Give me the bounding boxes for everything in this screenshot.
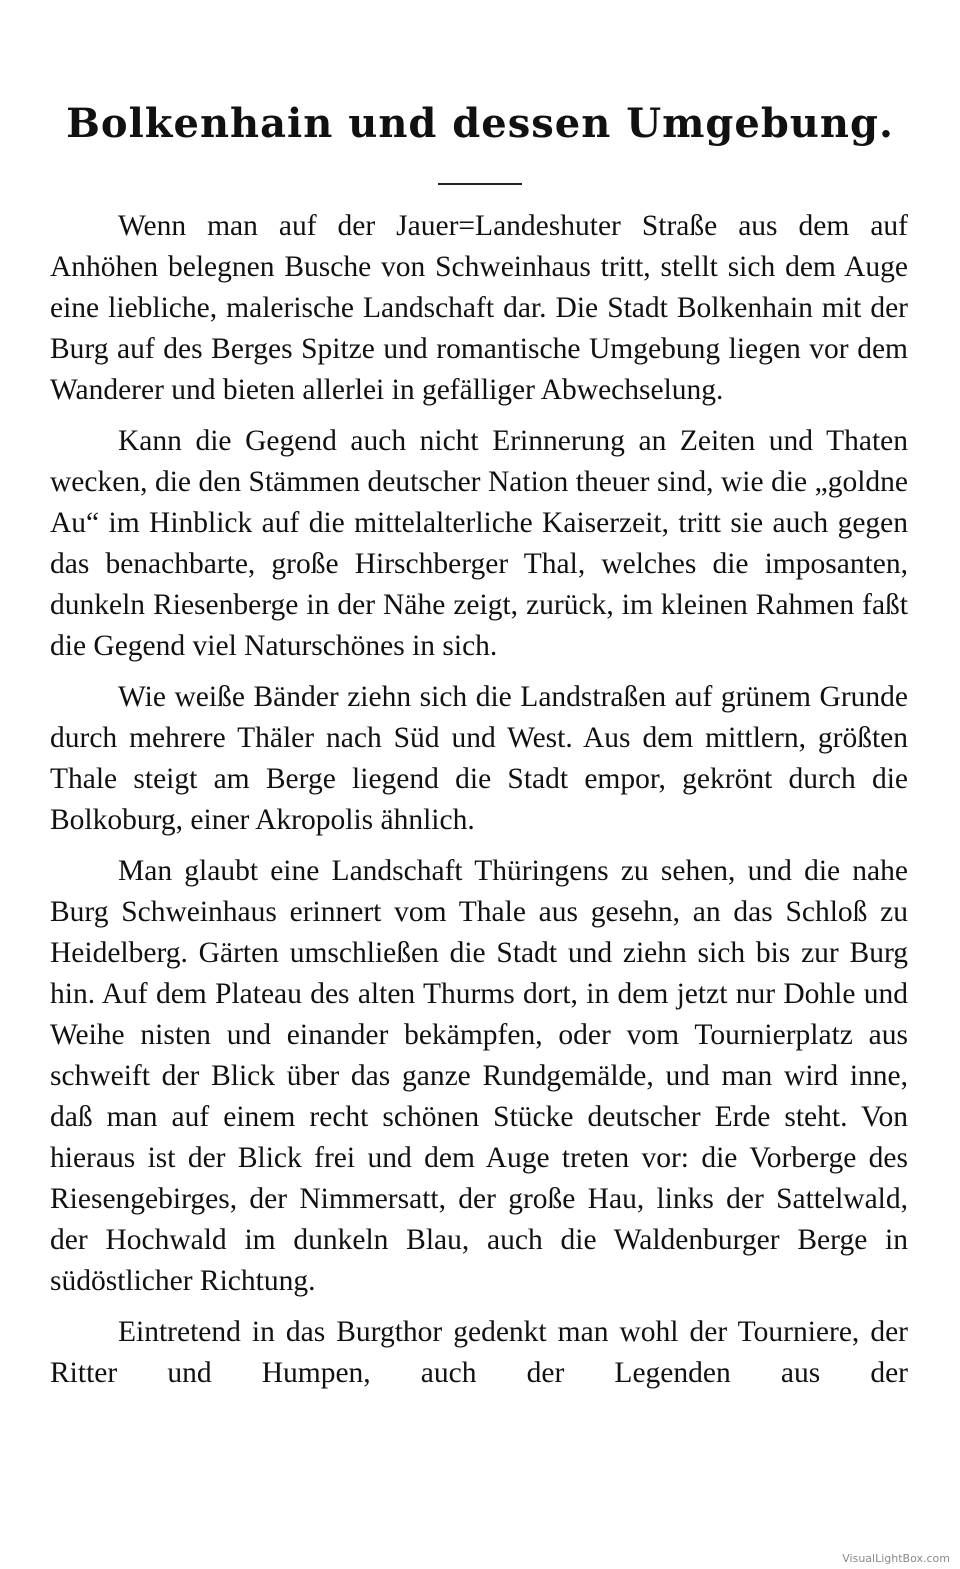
watermark-text: VisualLightBox.com [842,1552,950,1565]
title-divider [438,183,522,185]
paragraph-2: Kann die Gegend auch nicht Erinnerung an Zeiten und Thaten wecken, die den Stämmen deutscher Nation theuer sind, wie die „goldne Au“ im Hinblick auf die mittelalterliche Kaiserzeit, tritt sie auch gegen das benachbarte, große Hirschberger Thal, welches die imposanten, dunkeln Riesenberge in der Nähe zeigt, zurück, im kleinen Rahmen faßt die Gegend viel Naturschönes in sich. [50,425,908,662]
page-title: Bolkenhain und dessen Umgebung. [66,100,894,147]
paragraph-5: Eintretend in das Burgthor gedenkt man wohl der Tourniere, der Ritter und Humpen, auch der Legenden aus der [50,1316,908,1389]
paragraph-4: Man glaubt eine Landschaft Thüringens zu sehen, und die nahe Burg Schweinhaus erinnert vom Thale aus gesehn, an das Schloß zu Heidelberg. Gärten umschließen die Stadt und ziehn sich bis zur Burg hin. Auf dem Plateau des alten Thurms dort, in dem jetzt nur Dohle und Weihe nisten und einander bekämpfen, oder vom Tournierplatz aus schweift der Blick über das ganze Rundgemälde, und man wird inne, daß man auf einem recht schönen Stücke deutscher Erde steht. Von hieraus ist der Blick frei und dem Auge treten vor: die Vorberge des Riesengebirges, der Nimmersatt, der große Hau, links der Sattelwald, der Hochwald im dunkeln Blau, auch die Waldenburger Berge in südöstlicher Richtung. [50,855,908,1297]
body-text [50,206,908,1394]
paragraph-3: Wie weiße Bänder ziehn sich die Landstraßen auf grünem Grunde durch mehrere Thäler nach Süd und West. Aus dem mittlern, größten Thale steigt am Berge liegend die Stadt empor, gekrönt durch die Bolkoburg, einer Akropolis ähnlich. [50,681,908,836]
paragraph-1: Wenn man auf der Jauer=Landeshuter Straße aus dem auf Anhöhen belegnen Busche von Schweinhaus tritt, stellt sich dem Auge eine liebliche, malerische Landschaft dar. Die Stadt Bolkenhain mit der Burg auf des Berges Spitze und romantische Umgebung liegen vor dem Wanderer und bieten allerlei in gefälliger Abwechselung. [50,210,908,406]
